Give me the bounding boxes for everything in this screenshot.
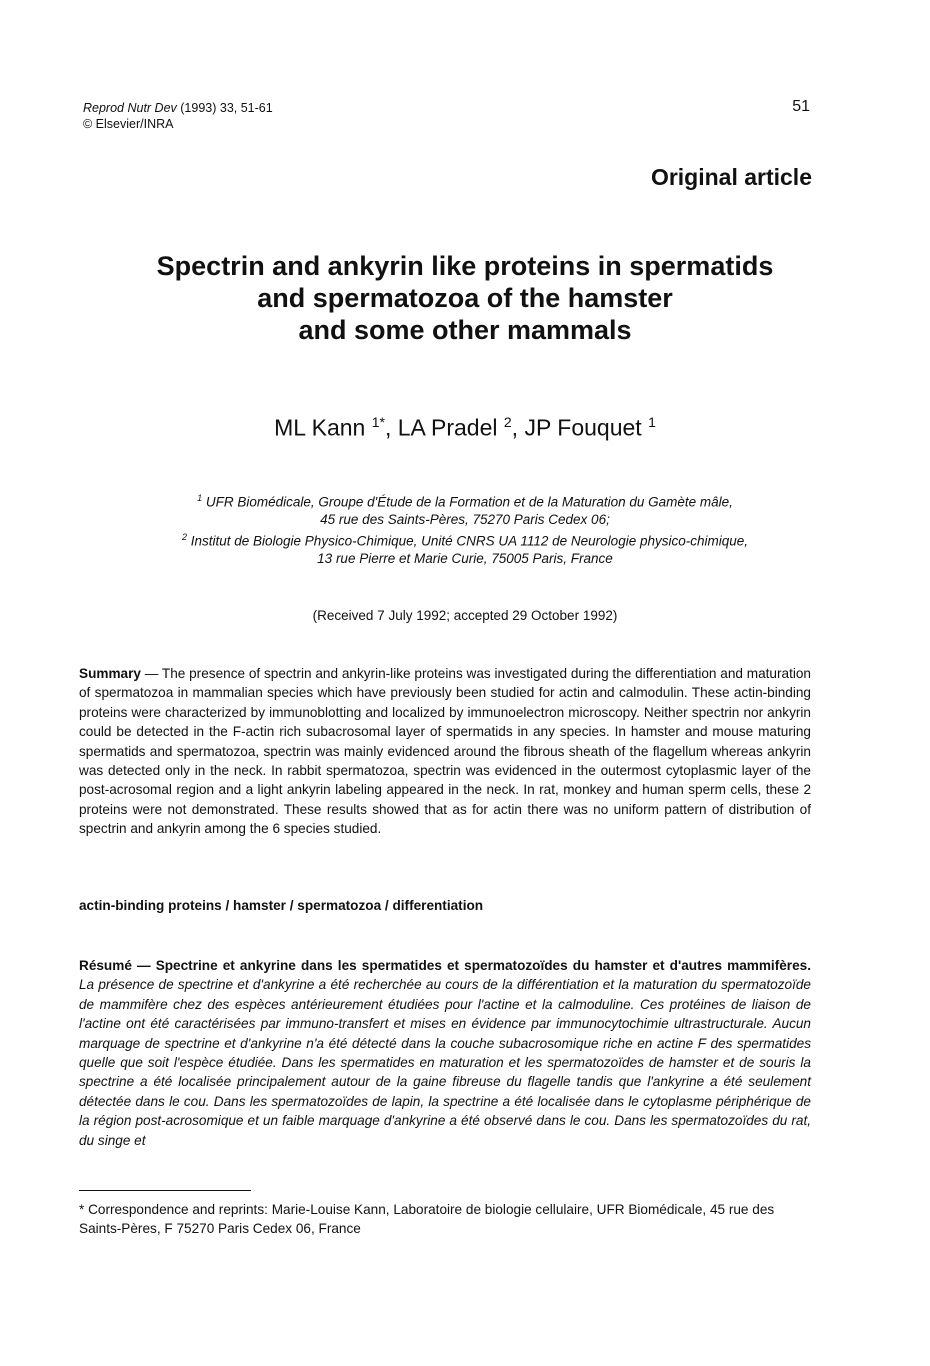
affiliation-1-mark: 1	[197, 493, 203, 503]
copyright: © Elsevier/INRA	[83, 117, 174, 131]
author-2-affiliation-mark: 2	[503, 414, 512, 430]
correspondence-footnote: * Correspondence and reprints: Marie-Louise Kann, Laboratoire de biologie cellulaire, UFR Biomédicale, 45 rue des Saints-Pères, F 75270 Paris Cedex 06, France	[79, 1202, 775, 1236]
journal-volume-pages: (1993) 33, 51-61	[176, 101, 273, 115]
author-3: , JP Fouquet	[511, 414, 649, 441]
author-1: ML Kann	[274, 414, 372, 441]
affiliation-1-line-1: $^1$ UFR Biomédicale, Groupe d'Étude de la Formation et de la Maturation du Gamète mâle,	[197, 493, 733, 510]
summary-paragraph	[79, 664, 811, 839]
affiliations	[83, 490, 847, 567]
received-dates: (Received 7 July 1992; accepted 29 October 1992)	[312, 608, 618, 623]
journal-info	[83, 100, 273, 132]
author-1-affiliation-mark: 1*	[371, 414, 385, 430]
affiliation-2-line-1: $^2$ Institut de Biologie Physico-Chimique, Unité CNRS UA 1112 de Neurologie physico-chimique,	[181, 531, 749, 548]
author-2: , LA Pradel	[384, 414, 504, 441]
journal-citation	[83, 100, 273, 116]
journal-name: Reprod Nutr Dev	[83, 101, 177, 115]
author-3-affiliation-mark: 1	[648, 414, 656, 430]
article-title	[83, 250, 847, 346]
affiliation-2-mark: 2	[181, 531, 187, 542]
affiliation-1-line-2: 45 rue des Saints-Pères, 75270 Paris Cedex 06;	[320, 512, 610, 527]
resume-text: La présence de spectrine et d'ankyrine a été recherchée au cours de la différentiation et la maturation du spermatozoïde de mammifère chez des espèces antérieurement étudiées pour l'actine et la calmoduline. Ces protéines de liaison de l'actine ont été caractérisées par immuno-transfert et mises en évidence par immunocytochimie ultrastructurale. Aucun marquage de spectrine et d'ankyrine n'a été détecté dans la couche subacrosomique riche en actine F des spermatides quelle que soit l'espèce étudiée. Dans les spermatides en maturation et les spermatozoïdes de hamster et de souris la spectrine a été localisée principalement autour de la gaine fibreuse du flagelle tandis que l'ankyrine a été seulement détectée dans le cou. Dans les spermatozoïdes de lapin, la spectrine a été localisée dans le cytoplasme périphérique de la région post-acrosomique et un faible marquage d'ankyrine a été observé dans le cou. Dans les spermatozoïdes du rat, du singe et	[79, 977, 811, 1148]
title-line-1: Spectrin and ankyrin like proteins in spermatids	[156, 251, 774, 281]
resume-label: Résumé — Spectrine et ankyrine dans les spermatides et spermatozoïdes du hamster et d'autres mammifères.	[79, 958, 811, 973]
resume-paragraph	[79, 956, 811, 1150]
summary-text: — The presence of spectrin and ankyrin-like proteins was investigated during the differentiation and maturation of spermatozoa in mammalian species which have previously been studied for actin and calmodulin. These actin-binding proteins were characterized by immunoblotting and localized by immunoelectron microscopy. Neither spectrin nor ankyrin could be detected in the F-actin rich subacrosomal layer of spermatids in any species. In hamster and mouse maturing spermatids and spermatozoa, spectrin was mainly evidenced around the fibrous sheath of the flagellum whereas ankyrin was detected only in the neck. In rabbit spermatozoa, spectrin was evidenced in the outermost cytoplasmic layer of the post-acrosomal region and a light ankyrin labeling appeared in the neck. In rat, monkey and human sperm cells, these 2 proteins were not demonstrated. These results showed that as for actin there was no uniform pattern of distribution of spectrin and ankyrin among the 6 species studied.	[79, 666, 811, 837]
affiliation-2-line-2: 13 rue Pierre et Marie Curie, 75005 Paris, France	[317, 550, 613, 566]
keywords: actin-binding proteins / hamster / spermatozoa / differentiation	[79, 898, 484, 913]
summary-label: Summary	[79, 666, 141, 681]
author-list	[83, 414, 847, 442]
article-type: Original article	[650, 164, 812, 190]
title-line-2: and spermatozoa of the hamster	[257, 283, 673, 313]
footnote-divider	[79, 1190, 251, 1191]
title-line-3: and some other mammals	[298, 315, 632, 345]
page-number: 51	[792, 98, 810, 115]
